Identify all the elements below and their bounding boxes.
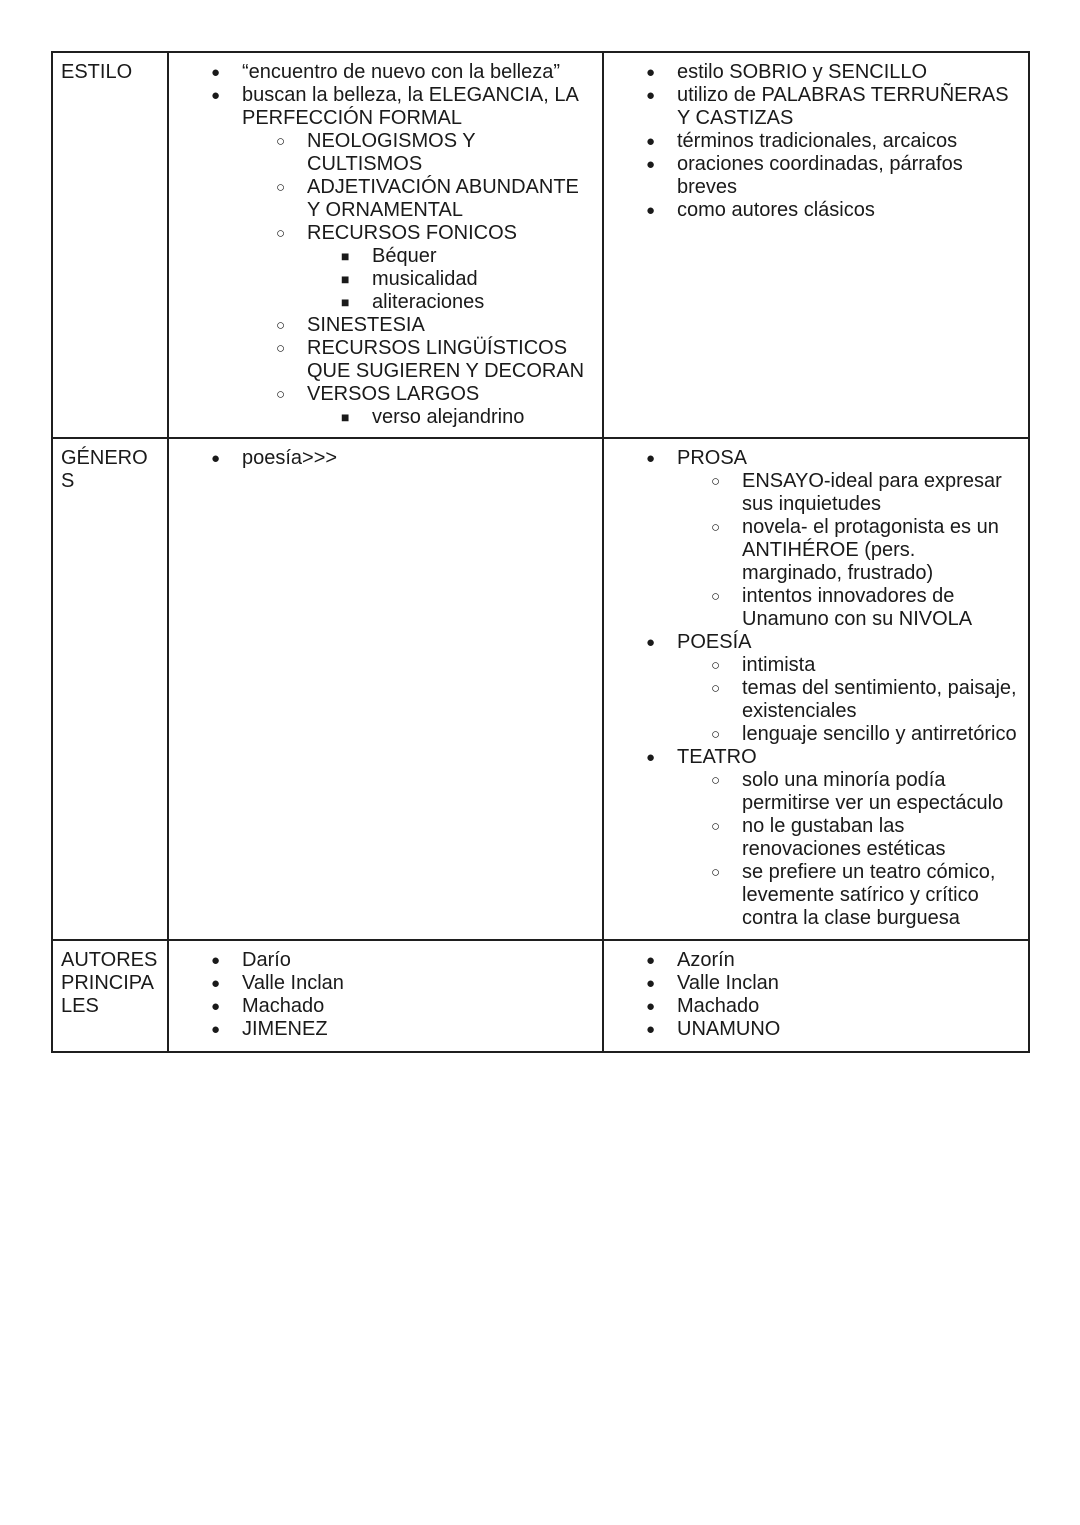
list-item: ● oraciones coordinadas, párrafos breves [612, 153, 1020, 199]
row-label: ESTILO [61, 61, 133, 83]
list-item: ● Valle Inclan [612, 972, 1020, 995]
sub-sub-list-item: ■ verso alejandrino [307, 406, 594, 429]
list-item: ● Darío [177, 949, 594, 972]
list-item-text: buscan la belleza, la ELEGANCIA, LA PERFECCIÓN FORMAL [242, 84, 578, 129]
sub-list-item-text: VERSOS LARGOS [307, 383, 480, 405]
table-row-estilo [52, 52, 1029, 438]
sub-list-item-text: RECURSOS FONICOS [307, 222, 518, 244]
bullet-list [612, 61, 1020, 222]
sub-list-item: ○ novela- el protagonista es un ANTIHÉROE (pers. marginado, frustrado) [677, 516, 1020, 585]
generacion98-cell [603, 940, 1029, 1052]
modernismo-cell [168, 940, 603, 1052]
row-label-cell [52, 52, 168, 438]
generacion98-cell [603, 52, 1029, 438]
table-row-autores [52, 940, 1029, 1052]
bullet-list [177, 61, 594, 429]
sub-sub-list-item: ■ aliteraciones [307, 291, 594, 314]
row-label-cell [52, 940, 168, 1052]
sub-list-item [242, 222, 594, 314]
sub-list-item: ○ no le gustaban las renovaciones estéticas [677, 815, 1020, 861]
list-item: ● Valle Inclan [177, 972, 594, 995]
sub-list-item: ○ ENSAYO-ideal para expresar sus inquietudes [677, 470, 1020, 516]
list-item: ● Machado [612, 995, 1020, 1018]
bullet-list [177, 949, 594, 1041]
list-item: ● “encuentro de nuevo con la belleza” [177, 61, 594, 84]
sub-sub-list-item: ■ Béquer [307, 245, 594, 268]
sub-list-item [242, 383, 594, 429]
sub-list [677, 769, 1020, 930]
modernismo-cell [168, 52, 603, 438]
document-page [51, 51, 1028, 1053]
list-item-text: POESÍA [677, 631, 752, 653]
row-label: GÉNEROS [61, 447, 148, 492]
sub-list-item: ○ RECURSOS LINGÜÍSTICOS QUE SUGIEREN Y DECORAN [242, 337, 594, 383]
list-item: ● como autores clásicos [612, 199, 1020, 222]
sub-list [677, 470, 1020, 631]
list-item: ● Machado [177, 995, 594, 1018]
list-item: ● poesía>>> [177, 447, 594, 470]
sub-sub-list [307, 245, 594, 314]
list-item [612, 447, 1020, 631]
sub-list-item: ○ intimista [677, 654, 1020, 677]
sub-sub-list [307, 406, 594, 429]
sub-list-item: ○ intentos innovadores de Unamuno con su NIVOLA [677, 585, 1020, 631]
list-item: ● términos tradicionales, arcaicos [612, 130, 1020, 153]
list-item [612, 631, 1020, 746]
list-item [612, 746, 1020, 930]
sub-list-item: ○ se prefiere un teatro cómico, levemente satírico y crítico contra la clase burguesa [677, 861, 1020, 930]
sub-list-item: ○ NEOLOGISMOS Y CULTISMOS [242, 130, 594, 176]
comparison-table [51, 51, 1030, 1053]
list-item-text: TEATRO [677, 746, 757, 768]
sub-list-item: ○ solo una minoría podía permitirse ver un espectáculo [677, 769, 1020, 815]
modernismo-cell [168, 438, 603, 940]
list-item: ● utilizo de PALABRAS TERRUÑERAS Y CASTIZAS [612, 84, 1020, 130]
sub-list-item: ○ ADJETIVACIÓN ABUNDANTE Y ORNAMENTAL [242, 176, 594, 222]
list-item: ● Azorín [612, 949, 1020, 972]
row-label: AUTORES PRINCIPALES [61, 949, 158, 1017]
bullet-list [177, 447, 594, 470]
sub-list-item: ○ lenguaje sencillo y antirretórico [677, 723, 1020, 746]
list-item: ● UNAMUNO [612, 1018, 1020, 1041]
bullet-list [612, 447, 1020, 930]
sub-list-item: ○ SINESTESIA [242, 314, 594, 337]
bullet-list [612, 949, 1020, 1041]
sub-list [677, 654, 1020, 746]
list-item [177, 84, 594, 429]
list-item: ● estilo SOBRIO y SENCILLO [612, 61, 1020, 84]
sub-list-item: ○ temas del sentimiento, paisaje, existenciales [677, 677, 1020, 723]
sub-list [242, 130, 594, 429]
list-item: ● JIMENEZ [177, 1018, 594, 1041]
list-item-text: PROSA [677, 447, 748, 469]
row-label-cell [52, 438, 168, 940]
sub-sub-list-item: ■ musicalidad [307, 268, 594, 291]
table-row-generos [52, 438, 1029, 940]
generacion98-cell [603, 438, 1029, 940]
